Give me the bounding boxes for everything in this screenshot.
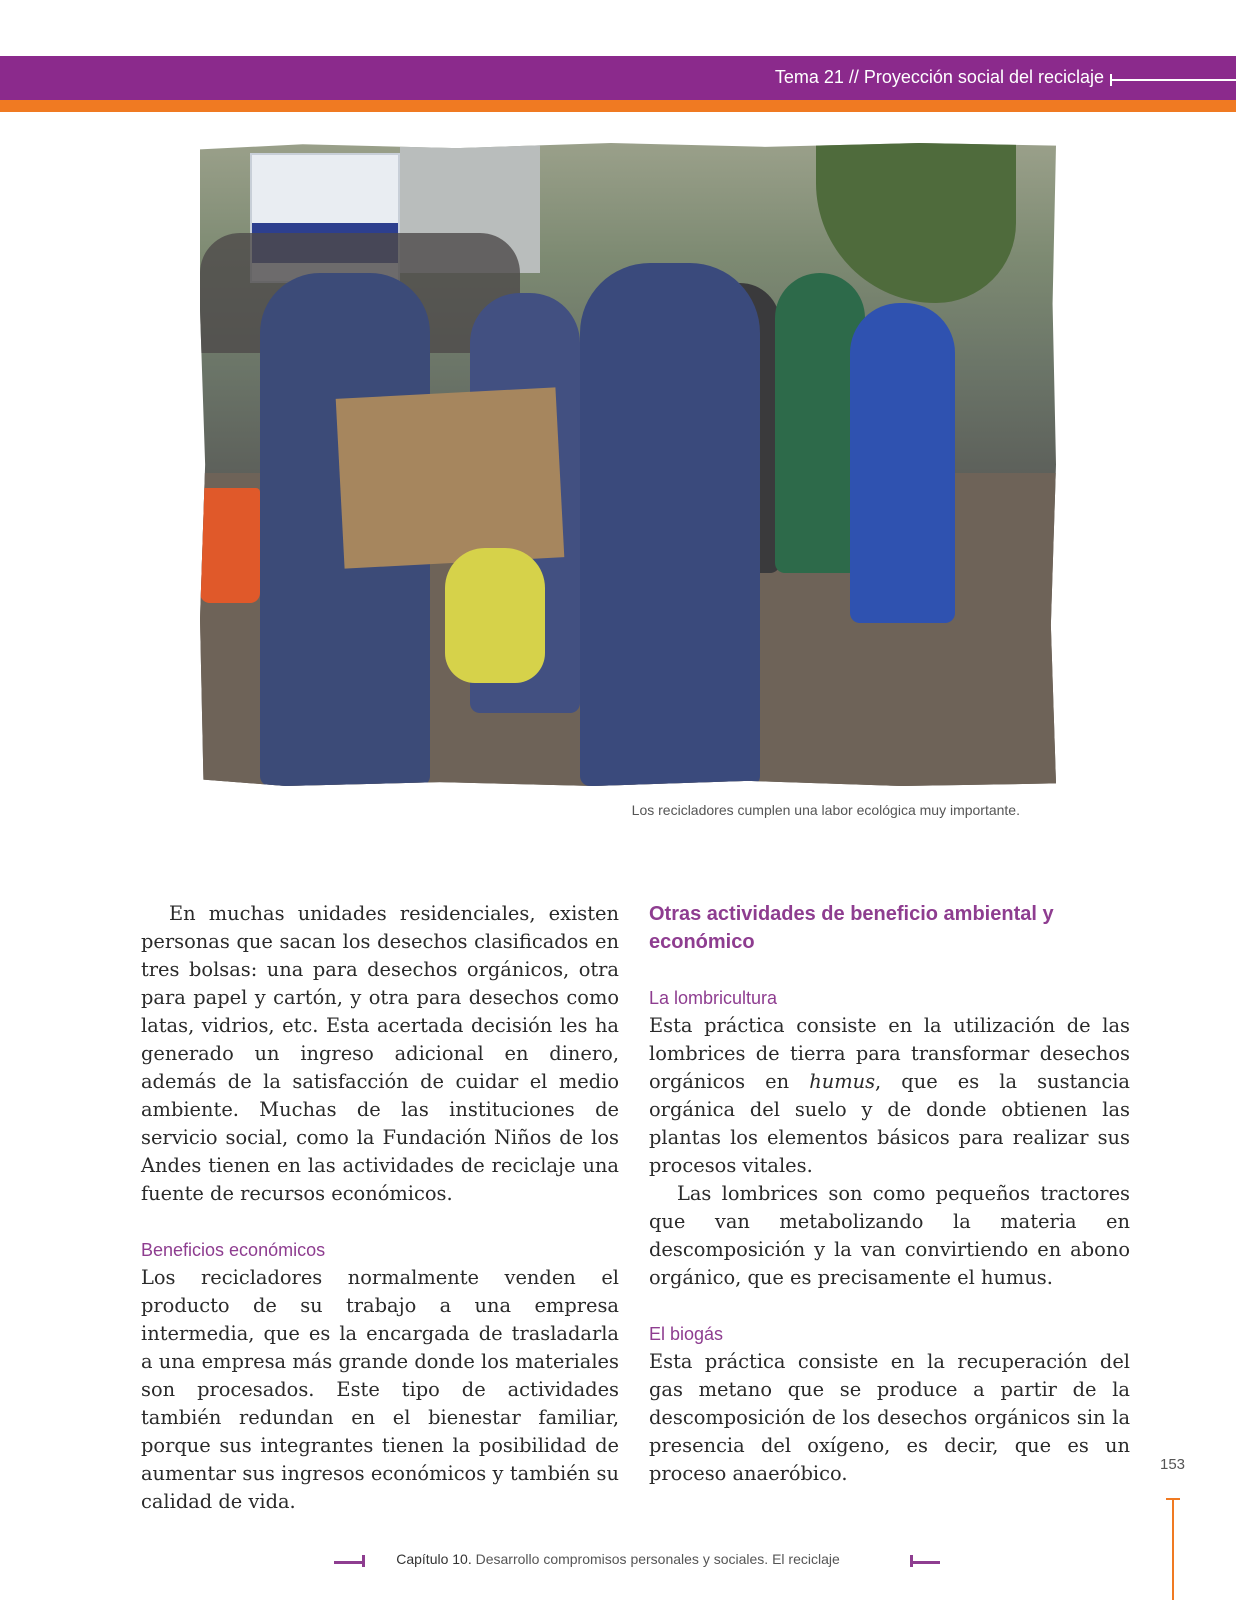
right-paragraph-2: Las lombrices son como pequeños tractores que van metabolizando la materia en descomposición y la van convirtiendo en abono orgánico, que es precisamente el humus.: [649, 1182, 1130, 1289]
left-paragraph-1: En muchas unidades residenciales, existen personas que sacan los desechos clasificados en tres bolsas: una para desechos orgánicos, otra para papel y cartón, y otra para desechos como latas, vidrios, etc. Esta acertada decisión les ha generado un ingreso adicional en dinero, además de la satisfacción de cuidar el medio ambiente. Muchas de las instituciones de servicio social, como la Fundación Niños de los Andes tienen en las actividades de reciclaje una fuente de recursos económicos.: [141, 902, 619, 1205]
left-paragraph-2: Los recicladores normalmente venden el producto de su trabajo a una empresa intermedia, que es la encargada de trasladarla a una empresa más grande donde los materiales son procesados. Este tipo de actividades también redundan en el bienestar familiar, porque sus integrantes tienen la posibilidad de aumentar sus ingresos económicos y también su calidad de vida.: [141, 1266, 619, 1513]
footer-tick-right: [910, 1555, 913, 1567]
footer-rule-right: [910, 1561, 940, 1564]
page-number: 153: [1160, 1456, 1186, 1473]
header-accent-stripe: [0, 100, 1236, 112]
footer-chapter-label: Capítulo 10.: [396, 1551, 472, 1567]
subhead-biogas: El biogás: [649, 1324, 724, 1344]
photo-cardboard-box: [336, 387, 565, 568]
photo-yellow-bag: [445, 548, 545, 683]
footer: [0, 1551, 1236, 1567]
right-column: [649, 900, 1130, 1488]
humus-emphasis: humus: [809, 1070, 876, 1093]
right-paragraph-1-end: , que es la sustancia orgánica del suelo y de donde obtienen las plantas los elementos básicos para realizar sus procesos vitales.: [649, 1070, 1130, 1177]
subhead-beneficios: Beneficios económicos: [141, 1240, 326, 1260]
figure-caption: Los recicladores cumplen una labor ecológica muy importante.: [631, 802, 1020, 818]
page-rule: [1172, 1498, 1174, 1600]
photo-person-blue: [850, 303, 955, 623]
right-paragraph-1-start: Esta práctica consiste en la utilización de las lombrices de tierra para transformar desechos orgánicos en: [649, 1014, 1130, 1093]
header-title: Tema 21 // Proyección social del reciclaje: [774, 67, 1104, 87]
recyclers-photo: [200, 143, 1056, 786]
spacer: [141, 1208, 619, 1236]
section-title: Otras actividades de beneficio ambiental y económico: [649, 903, 1054, 953]
photo-trees: [816, 143, 1016, 303]
subhead-lombricultura: La lombricultura: [649, 988, 778, 1008]
right-paragraph-1: [649, 1012, 1130, 1180]
photo-orange-bucket: [200, 488, 260, 603]
photo-worker-front: [580, 263, 760, 786]
footer-chapter-title: Desarrollo compromisos personales y sociales. El reciclaje: [471, 1551, 840, 1567]
spacer: [649, 956, 1130, 984]
left-column: [141, 900, 619, 1516]
right-paragraph-3: Esta práctica consiste en la recuperación del gas metano que se produce a partir de la descomposición de los desechos orgánicos sin la presencia del oxígeno, es decir, que es un proceso anaeróbico.: [649, 1350, 1130, 1485]
header-rule: [1110, 79, 1236, 81]
spacer: [649, 1292, 1130, 1320]
